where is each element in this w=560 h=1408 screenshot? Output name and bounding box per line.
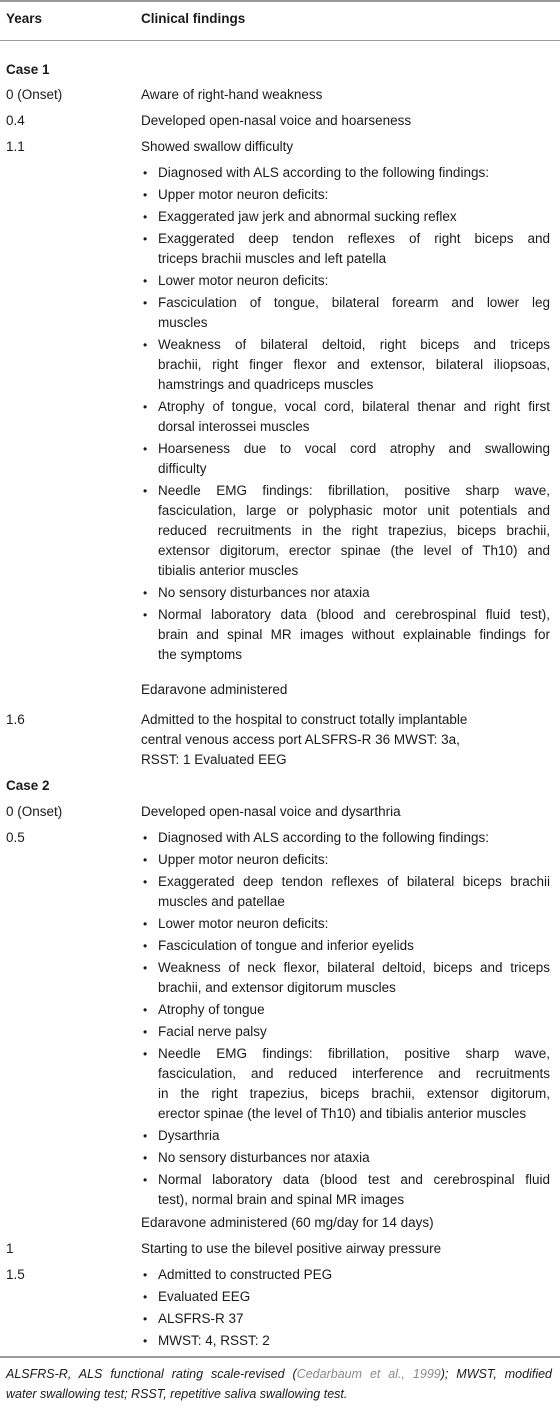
footnote-text: ); MWST, modified — [440, 1367, 552, 1381]
list-item-continuation: extensor digitorum, erector spinae (the level of Th10) and — [158, 543, 550, 558]
bullet-glyph: • — [143, 188, 148, 202]
list-item-continuation: fasciculation, and reduced interference and recruitments — [158, 1066, 550, 1081]
header-clinical-findings: Clinical findings — [141, 11, 246, 26]
list-item-continuation: dorsal interossei muscles — [158, 419, 310, 434]
list-item: Evaluated EEG — [158, 1289, 251, 1304]
bullet-glyph: • — [143, 1290, 148, 1304]
bullet-glyph: • — [143, 400, 148, 414]
list-item: No sensory disturbances nor ataxia — [158, 585, 370, 600]
list-item-continuation: hamstrings and quadriceps muscles — [158, 377, 374, 392]
list-item: No sensory disturbances nor ataxia — [158, 1150, 370, 1165]
list-item: Lower motor neuron deficits: — [158, 273, 329, 288]
bullet-glyph: • — [143, 484, 148, 498]
list-item-continuation: the symptoms — [158, 647, 243, 662]
bullet-glyph: • — [143, 961, 148, 975]
list-item: Exaggerated deep tendon reflexes of bilateral biceps brachii — [158, 874, 550, 889]
list-item: Fasciculation of tongue, bilateral forearm and lower leg — [158, 295, 550, 310]
list-item: Dysarthria — [158, 1128, 220, 1143]
finding-cell: Aware of right-hand weakness — [141, 87, 323, 102]
bullet-glyph: • — [143, 1025, 148, 1039]
list-item: Facial nerve palsy — [158, 1024, 267, 1039]
finding-cell: Starting to use the bilevel positive airway pressure — [141, 1241, 442, 1256]
bullet-glyph: • — [143, 853, 148, 867]
bullet-glyph: • — [143, 1129, 148, 1143]
list-item-continuation: tibialis anterior muscles — [158, 563, 299, 578]
list-item-continuation: difficulty — [158, 461, 207, 476]
bullet-glyph: • — [143, 232, 148, 246]
list-item: Weakness of bilateral deltoid, right biceps and triceps — [158, 337, 550, 352]
bullet-glyph: • — [143, 166, 148, 180]
list-item: Diagnosed with ALS according to the following findings: — [158, 830, 489, 845]
list-item: Lower motor neuron deficits: — [158, 916, 329, 931]
table-footnote — [6, 1364, 552, 1384]
list-item-continuation: brachii, right finger flexor and extensor, bilateral iliopsoas, — [158, 357, 550, 372]
top-rule — [0, 0, 560, 2]
header-years: Years — [6, 11, 43, 26]
bullet-glyph: • — [143, 338, 148, 352]
list-item-continuation: triceps brachii muscles and left patella — [158, 251, 387, 266]
list-item: Weakness of neck flexor, bilateral deltoid, biceps and triceps — [158, 960, 550, 975]
list-item: Atrophy of tongue — [158, 1002, 265, 1017]
year-cell: 1.6 — [6, 712, 25, 727]
bullet-glyph: • — [143, 1312, 148, 1326]
bottom-rule — [0, 1356, 560, 1358]
year-cell: 0.4 — [6, 113, 25, 128]
year-cell: 1 — [6, 1241, 14, 1256]
list-item: Normal laboratory data (blood and cerebrospinal fluid test), — [158, 607, 550, 622]
list-item: Needle EMG findings: fibrillation, positive sharp wave, — [158, 483, 550, 498]
citation-link[interactable]: Cedarbaum et al., 1999 — [296, 1367, 441, 1381]
list-item: MWST: 4, RSST: 2 — [158, 1333, 270, 1348]
list-item-continuation: reduced recruitments in the right trapezius, biceps brachii, — [158, 523, 550, 538]
bullet-glyph: • — [143, 917, 148, 931]
list-item: Exaggerated deep tendon reflexes of right biceps and — [158, 231, 550, 246]
case-2-title: Case 2 — [6, 778, 50, 793]
bullet-glyph: • — [143, 1003, 148, 1017]
list-item-continuation: muscles and patellae — [158, 894, 285, 909]
list-item: Fasciculation of tongue and inferior eyelids — [158, 938, 414, 953]
bullet-glyph: • — [143, 875, 148, 889]
bullet-glyph: • — [143, 1334, 148, 1348]
list-item: Needle EMG findings: fibrillation, positive sharp wave, — [158, 1046, 550, 1061]
list-item: Admitted to constructed PEG — [158, 1267, 333, 1282]
table-footnote-continuation: water swallowing test; RSST, repetitive saliva swallowing test. — [6, 1387, 348, 1401]
list-item-continuation: in the right trapezius, biceps brachii, extensor digitorum, — [158, 1086, 550, 1101]
bullet-glyph: • — [143, 939, 148, 953]
list-item-continuation: fasciculation, large or polyphasic motor unit potentials and — [158, 503, 550, 518]
finding-cell: Developed open-nasal voice and hoarseness — [141, 113, 412, 128]
year-cell: 0 (Onset) — [6, 804, 63, 819]
bullet-glyph: • — [143, 274, 148, 288]
bullet-glyph: • — [143, 831, 148, 845]
list-item-continuation: test), normal brain and spinal MR images — [158, 1192, 405, 1207]
bullet-glyph: • — [143, 1268, 148, 1282]
year-cell: 0.5 — [6, 830, 25, 845]
finding-cell: Showed swallow difficulty — [141, 139, 294, 154]
list-item: ALSFRS-R 37 — [158, 1311, 244, 1326]
finding-cell: Edaravone administered — [141, 682, 288, 697]
list-item: Upper motor neuron deficits: — [158, 187, 329, 202]
year-cell: 1.5 — [6, 1267, 25, 1282]
list-item-continuation: brain and spinal MR images without explainable findings for — [158, 627, 550, 642]
list-item: Exaggerated jaw jerk and abnormal sucking reflex — [158, 209, 457, 224]
finding-cell: Developed open-nasal voice and dysarthria — [141, 804, 401, 819]
bullet-glyph: • — [143, 442, 148, 456]
bullet-glyph: • — [143, 1151, 148, 1165]
list-item: Normal laboratory data (blood test and cerebrospinal fluid — [158, 1172, 550, 1187]
bullet-glyph: • — [143, 586, 148, 600]
header-rule — [0, 40, 560, 41]
list-item: Atrophy of tongue, vocal cord, bilateral thenar and right first — [158, 399, 550, 414]
year-cell: 1.1 — [6, 139, 25, 154]
case-1-title: Case 1 — [6, 62, 50, 77]
list-item-continuation: muscles — [158, 315, 208, 330]
footnote-text: ALSFRS-R, ALS functional rating scale-revised ( — [6, 1367, 297, 1381]
finding-cell-continuation: RSST: 1 Evaluated EEG — [141, 752, 287, 767]
bullet-glyph: • — [143, 608, 148, 622]
list-item: Diagnosed with ALS according to the following findings: — [158, 165, 489, 180]
list-item-continuation: brachii, and extensor digitorum muscles — [158, 980, 396, 995]
bullet-glyph: • — [143, 296, 148, 310]
bullet-glyph: • — [143, 210, 148, 224]
bullet-glyph: • — [143, 1047, 148, 1061]
finding-cell-continuation: central venous access port ALSFRS-R 36 MWST: 3a, — [141, 732, 460, 747]
list-item-continuation: erector spinae (the level of Th10) and tibialis anterior muscles — [158, 1106, 527, 1121]
bullet-glyph: • — [143, 1173, 148, 1187]
list-item: Upper motor neuron deficits: — [158, 852, 329, 867]
finding-cell: Admitted to the hospital to construct totally implantable — [141, 712, 468, 727]
finding-cell: Edaravone administered (60 mg/day for 14 days) — [141, 1215, 434, 1230]
year-cell: 0 (Onset) — [6, 87, 63, 102]
list-item: Hoarseness due to vocal cord atrophy and swallowing — [158, 441, 550, 456]
